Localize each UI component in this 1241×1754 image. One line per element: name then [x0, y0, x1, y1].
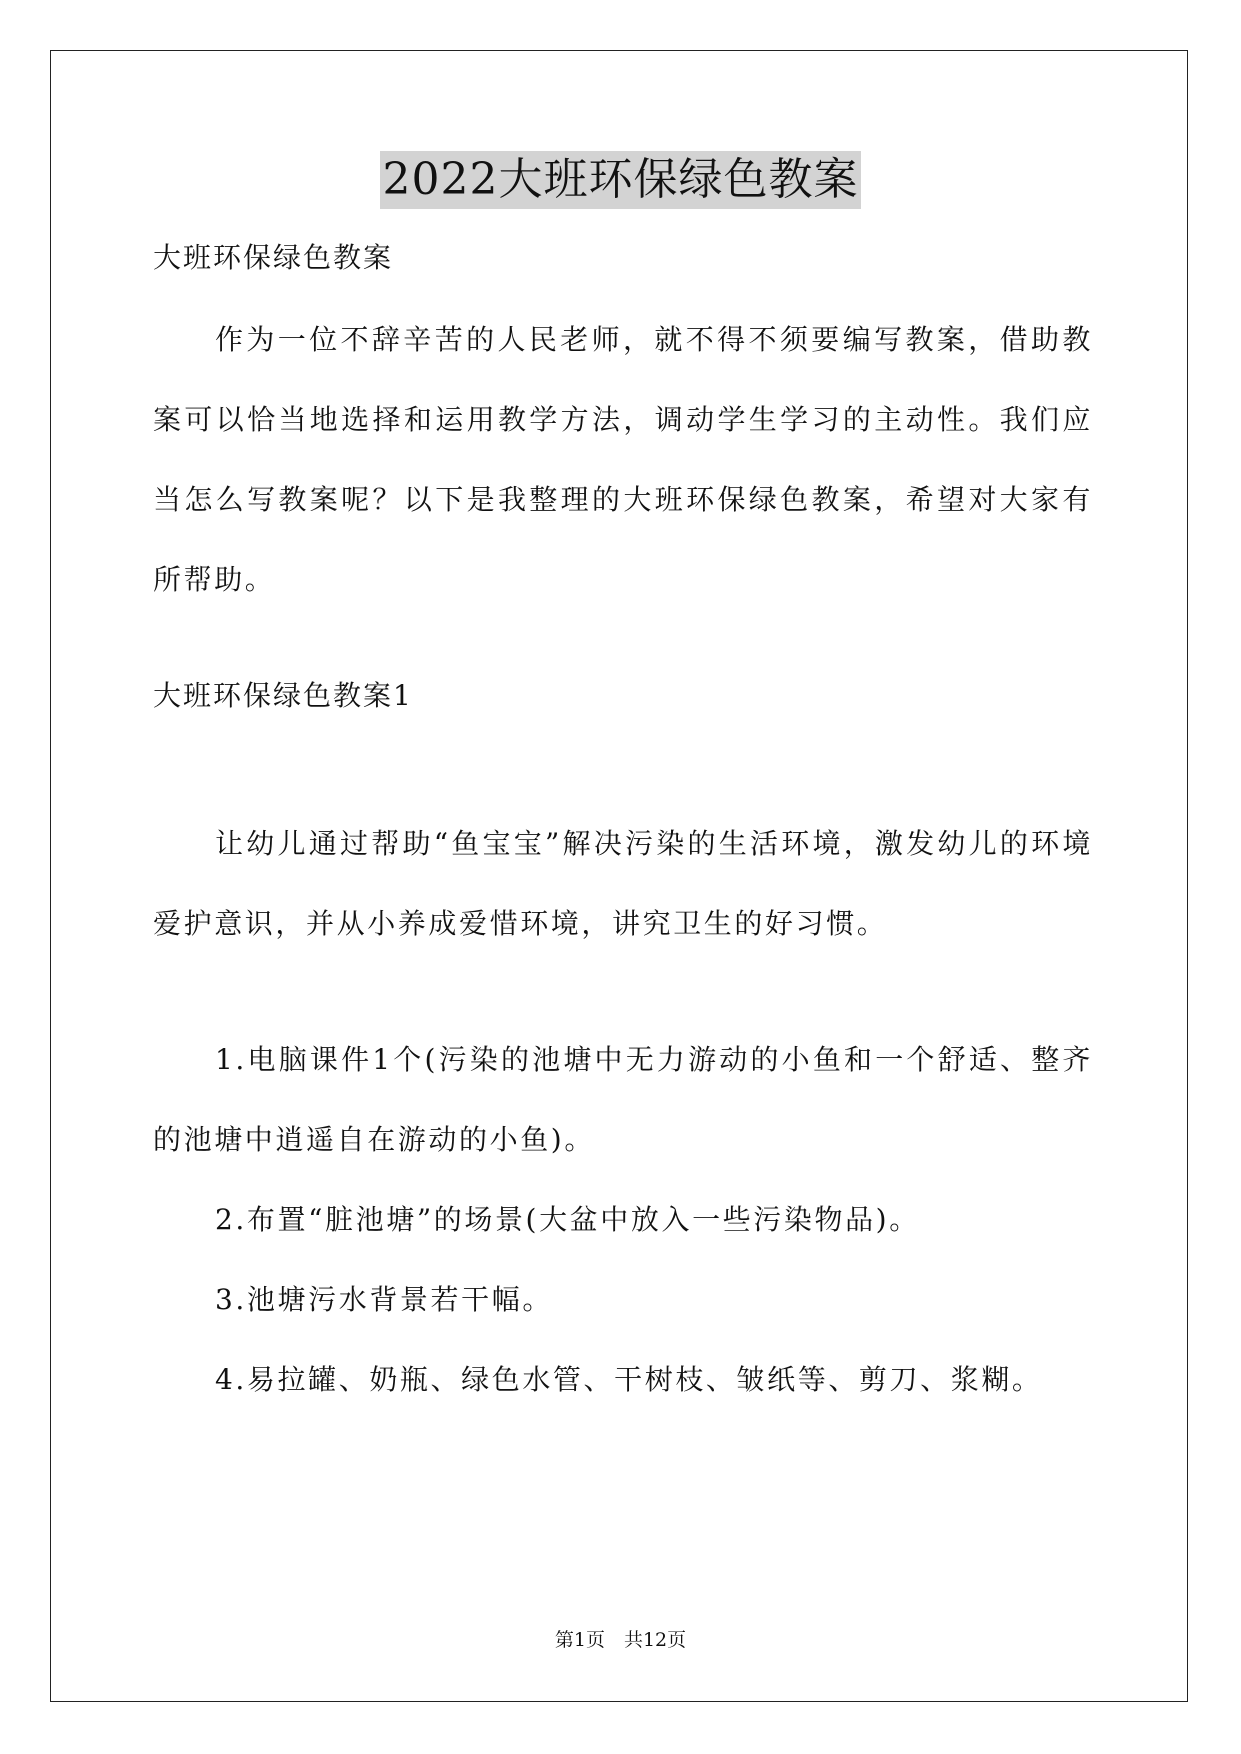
- goal-paragraph: 让幼儿通过帮助“鱼宝宝”解决污染的生活环境，激发幼儿的环境爱护意识，并从小养成爱惜环境，讲究卫生的好习惯。: [153, 827, 1093, 940]
- page-number: 第1页 共12页: [554, 1629, 687, 1651]
- document-title-text: 2022大班环保绿色教案: [380, 151, 862, 209]
- section-heading: 大班环保绿色教案1: [153, 679, 413, 712]
- material-item-3: 3.池塘污水背景若干幅。: [215, 1283, 553, 1316]
- document-subtitle: 大班环保绿色教案: [153, 241, 394, 274]
- intro-paragraph: 作为一位不辞辛苦的人民老师，就不得不须要编写教案，借助教案可以恰当地选择和运用教学方法，调动学生学习的主动性。我们应当怎么写教案呢？以下是我整理的大班环保绿色教案，希望对大家有所帮助。: [153, 323, 1093, 596]
- document-title: [0, 151, 1241, 209]
- material-item-1: 1.电脑课件1个(污染的池塘中无力游动的小鱼和一个舒适、整齐的池塘中逍遥自在游动的小鱼)。: [153, 1043, 1093, 1156]
- page-footer: [0, 1628, 1241, 1652]
- material-item-4: 4.易拉罐、奶瓶、绿色水管、干树枝、皱纸等、剪刀、浆糊。: [215, 1363, 1043, 1396]
- material-item-2: 2.布置“脏池塘”的场景(大盆中放入一些污染物品)。: [215, 1203, 920, 1236]
